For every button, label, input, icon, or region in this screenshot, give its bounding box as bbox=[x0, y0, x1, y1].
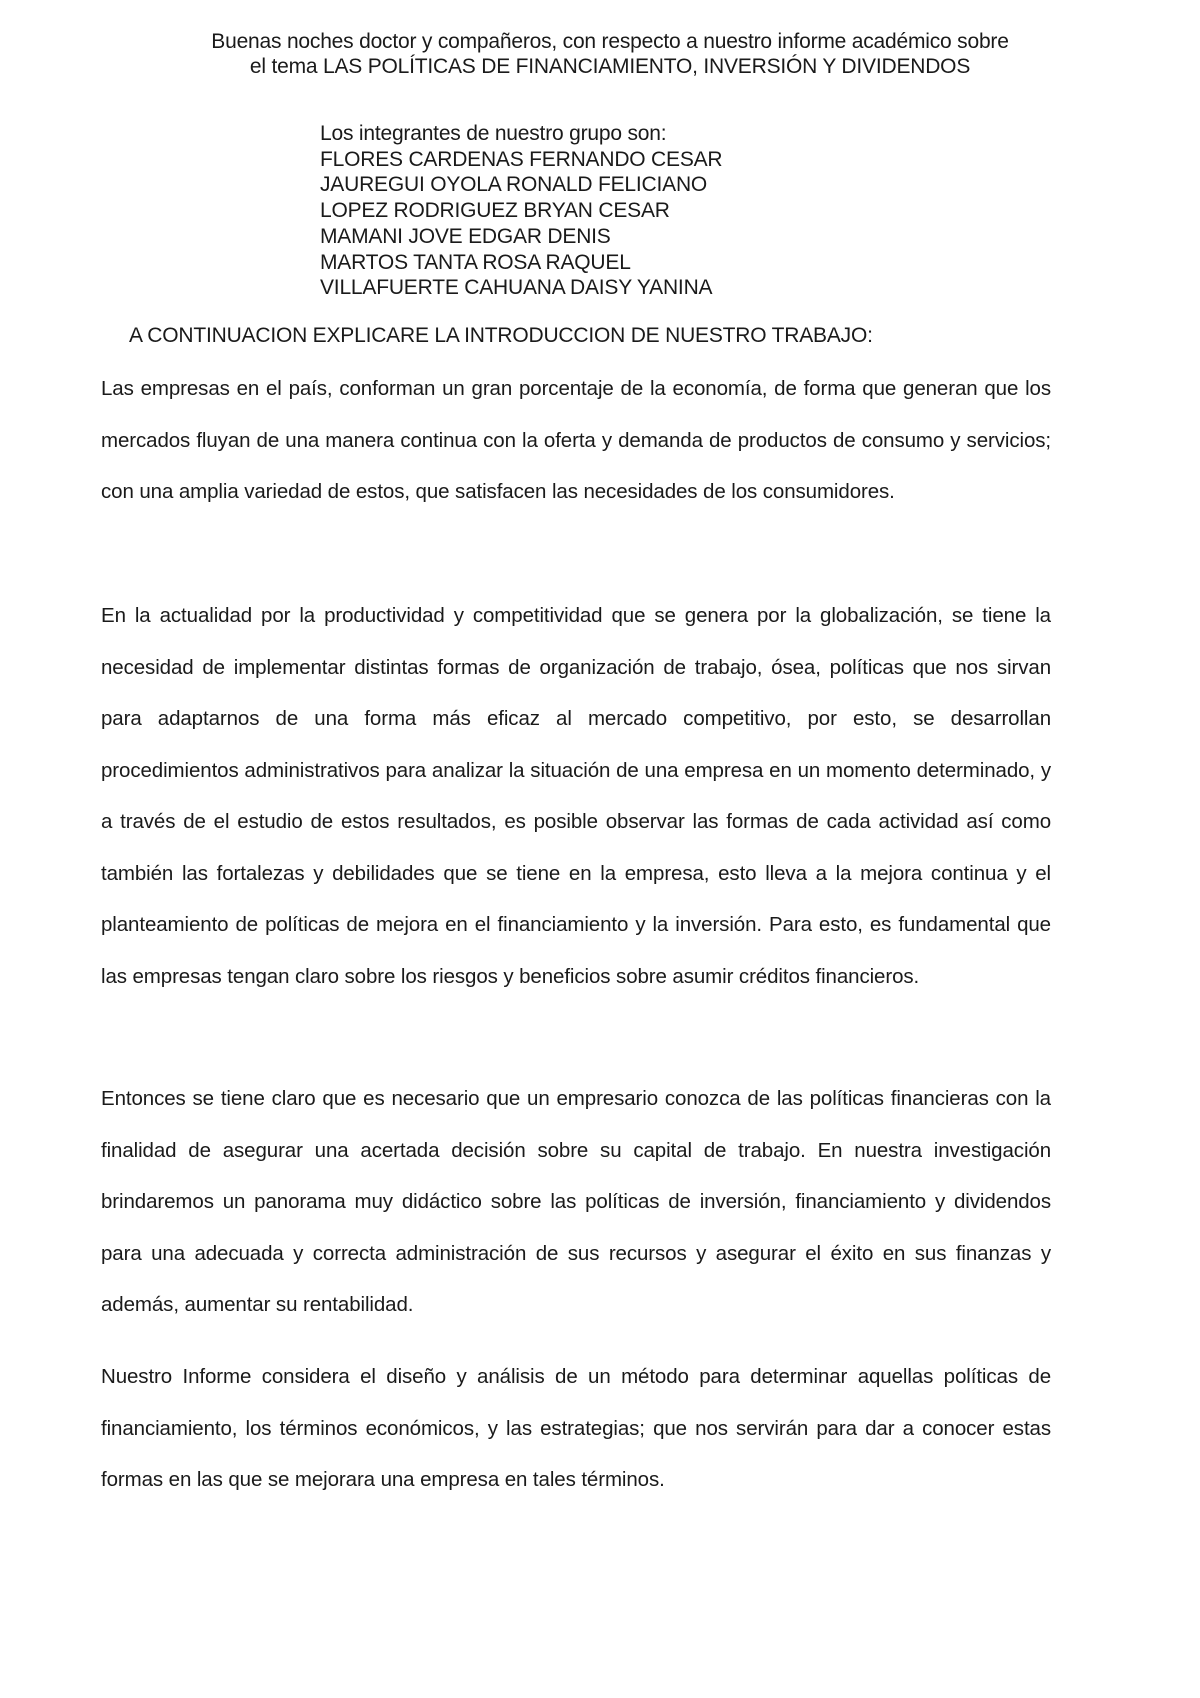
greeting-line-2: el tema LAS POLÍTICAS DE FINANCIAMIENTO, INVERSIÓN Y DIVIDENDOS bbox=[249, 55, 971, 78]
paragraph: En la actualidad por la productividad y competitividad que se genera por la globalización, se tiene la necesidad de implementar distintas formas de organización de trabajo, ósea, políticas que nos sirvan para adaptarnos de una forma más eficaz al mercado competitivo, por esto, se desarrollan procedimientos administrativos para analizar la situación de una empresa en un momento determinado, y a través de el estudio de estos resultados, es posible observar las formas de cada actividad así como también las fortalezas y debilidades que se tiene en la empresa, esto lleva a la mejora continua y el planteamiento de políticas de mejora en el financiamiento y la inversión. Para esto, es fundamental que las empresas tengan claro sobre los riesgos y beneficios sobre asumir créditos financieros. bbox=[101, 604, 1051, 988]
paragraph: Las empresas en el país, conforman un gran porcentaje de la economía, de forma que generan que los mercados fluyan de una manera continua con la oferta y demanda de productos de consumo y servicios; con una amplia variedad de estos, que satisfacen las necesidades de los consumidores. bbox=[101, 377, 1051, 503]
paragraph: Entonces se tiene claro que es necesario que un empresario conozca de las políticas financieras con la finalidad de asegurar una acertada decisión sobre su capital de trabajo. En nuestra investigación brindaremos un panorama muy didáctico sobre las políticas de inversión, financiamiento y dividendos para una adecuada y correcta administración de sus recursos y asegurar el éxito en sus finanzas y además, aumentar su rentabilidad. bbox=[101, 1087, 1051, 1316]
members-list bbox=[320, 121, 722, 301]
member-name: FLORES CARDENAS FERNANDO CESAR bbox=[320, 147, 723, 171]
greeting-line-1: Buenas noches doctor y compañeros, con respecto a nuestro informe académico sobre bbox=[211, 30, 1009, 53]
member-name: VILLAFUERTE CAHUANA DAISY YANINA bbox=[320, 276, 713, 300]
greeting-block bbox=[170, 29, 1050, 79]
member-name: MARTOS TANTA ROSA RAQUEL bbox=[320, 250, 631, 274]
member-name: LOPEZ RODRIGUEZ BRYAN CESAR bbox=[320, 199, 670, 223]
paragraph: Nuestro Informe considera el diseño y análisis de un método para determinar aquellas políticas de financiamiento, los términos económicos, y las estrategias; que nos servirán para dar a conocer estas formas en las que se mejorara una empresa en tales términos. bbox=[101, 1365, 1051, 1491]
member-name: JAUREGUI OYOLA RONALD FELICIANO bbox=[320, 173, 708, 197]
member-name: MAMANI JOVE EDGAR DENIS bbox=[320, 224, 611, 248]
members-intro: Los integrantes de nuestro grupo son: bbox=[320, 122, 667, 145]
intro-heading: A CONTINUACION EXPLICARE LA INTRODUCCION DE NUESTRO TRABAJO: bbox=[129, 324, 873, 347]
